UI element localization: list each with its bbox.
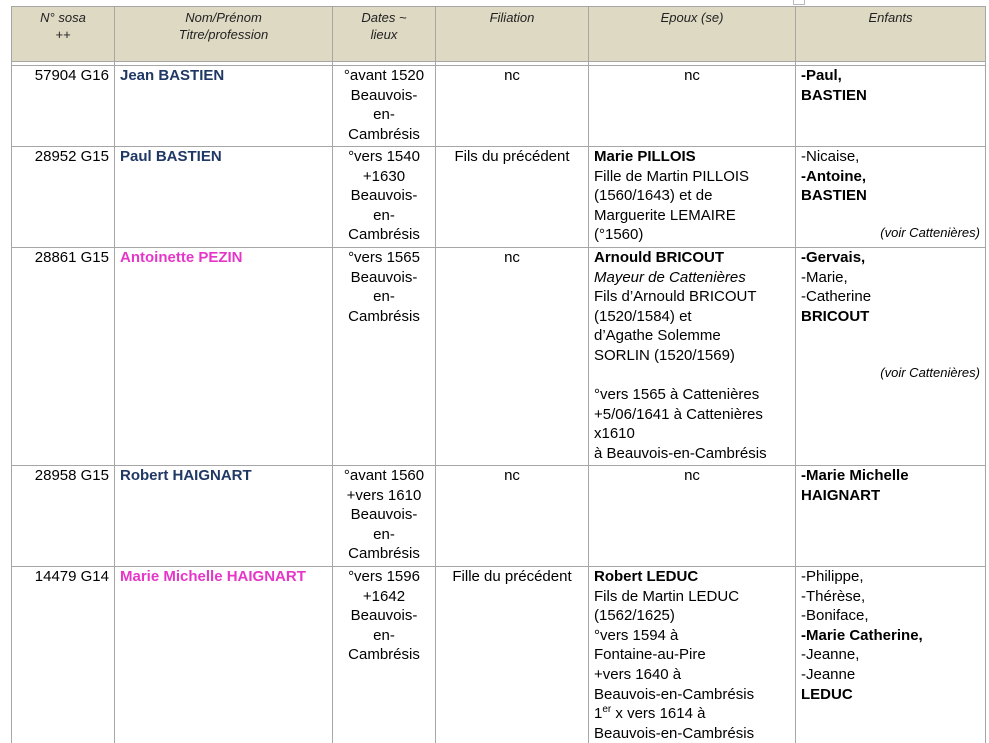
child-line: -Marie, [801, 268, 848, 286]
date-line: Beauvois- [350, 506, 418, 524]
spouse-line: x1610 [594, 425, 635, 443]
header-filiation: Filiation [436, 7, 589, 62]
child-line: -Marie Catherine, [801, 626, 923, 644]
child-line: BASTIEN [801, 187, 867, 205]
date-line: en- [373, 206, 395, 224]
date-line: °vers 1565 [348, 249, 420, 266]
date-line: Beauvois- [350, 187, 418, 205]
header-epoux: Epoux (se) [589, 7, 796, 62]
sosa-cell: 28958 G15 [12, 466, 115, 567]
date-line: en- [373, 525, 395, 543]
sosa-cell: 57904 G16 [12, 66, 115, 147]
date-line: °vers 1540 [348, 148, 420, 165]
spouse-line: °vers 1565 à Cattenières [594, 386, 760, 404]
spouse-line: Fils d’Arnould BRICOUT [594, 288, 757, 306]
table-row [12, 248, 986, 466]
name-cell [115, 147, 333, 248]
header-dates-line1: Dates ~ [361, 10, 407, 25]
date-line: en- [373, 626, 395, 644]
marriage-line [594, 705, 705, 722]
date-line: Beauvois- [350, 86, 418, 104]
spouse-line: (1560/1643) et de [594, 187, 713, 205]
sosa-cell: 28952 G15 [12, 147, 115, 248]
name-cell [115, 66, 333, 147]
date-line: en- [373, 106, 395, 124]
epoux-cell: nc [589, 66, 796, 147]
spouse-line: Fille de Martin PILLOIS [594, 167, 750, 185]
enfants-cell [796, 466, 986, 567]
dates-cell [333, 567, 436, 743]
date-line: °avant 1520 [343, 67, 425, 84]
filiation-cell: nc [436, 66, 589, 147]
spouse-line: Fils de Martin LEDUC [594, 587, 740, 605]
date-line: Cambrésis [348, 226, 420, 244]
child-line: -Jeanne [801, 665, 856, 683]
spouse-line: à Beauvois-en-Cambrésis [594, 444, 767, 462]
enfants-cell [796, 66, 986, 147]
table-row [12, 567, 986, 743]
child-line: -Catherine [801, 288, 872, 306]
header-nom-line1: Nom/Prénom [185, 10, 262, 25]
page-corner-mark [793, 0, 805, 5]
date-line: en- [373, 288, 395, 306]
filiation-cell: Fils du précédent [436, 147, 589, 248]
name-cell [115, 466, 333, 567]
spouse-line: d’Agathe Solemme [594, 327, 721, 345]
child-line: -Gervais, [801, 249, 866, 266]
child-line: HAIGNART [801, 486, 881, 504]
header-enfants: Enfants [796, 7, 986, 62]
date-line: Cambrésis [348, 545, 420, 563]
header-dates-line2: lieux [370, 27, 398, 42]
epoux-cell [589, 248, 796, 466]
child-line: -Boniface, [801, 607, 869, 625]
spouse-title: Mayeur de Cattenières [594, 268, 746, 286]
spouse-name: Arnould BRICOUT [594, 249, 724, 266]
table-row [12, 466, 986, 567]
genealogy-table [11, 6, 986, 743]
table-row [12, 147, 986, 248]
marriage-rank: 1 [594, 705, 603, 723]
date-line: +1630 [362, 167, 406, 185]
enfants-cell [796, 248, 986, 466]
child-line: -Antoine, [801, 167, 866, 185]
spouse-name: Marie PILLOIS [594, 148, 696, 165]
date-line: Cambrésis [348, 646, 420, 664]
date-line: Cambrésis [348, 307, 420, 325]
child-line: -Marie Michelle [801, 467, 909, 484]
date-line: °avant 1560 [343, 467, 425, 484]
child-line: -Jeanne, [801, 646, 860, 664]
spouse-line: Beauvois-en-Cambrésis [594, 685, 755, 703]
filiation-cell: Fille du précédent [436, 567, 589, 743]
date-line: Cambrésis [348, 125, 420, 143]
person-name: Robert HAIGNART [120, 467, 252, 484]
dates-cell [333, 66, 436, 147]
date-line: +vers 1610 [346, 486, 422, 504]
child-line: -Paul, [801, 67, 842, 84]
epoux-cell [589, 567, 796, 743]
spouse-line: SORLIN (1520/1569) [594, 346, 735, 364]
child-line: BASTIEN [801, 86, 867, 104]
spouse-line: °vers 1594 à [594, 626, 679, 644]
name-cell [115, 567, 333, 743]
enfants-cell [796, 567, 986, 743]
sosa-cell: 14479 G14 [12, 567, 115, 743]
header-nom-line2: Titre/profession [178, 27, 269, 42]
epoux-cell [589, 147, 796, 248]
child-line: -Philippe, [801, 568, 864, 585]
filiation-cell: nc [436, 466, 589, 567]
filiation-cell: nc [436, 248, 589, 466]
sosa-cell: 28861 G15 [12, 248, 115, 466]
see-also-note: (voir Cattenières) [880, 224, 980, 240]
spouse-line: Beauvois-en-Cambrésis [594, 724, 755, 742]
person-name: Antoinette PEZIN [120, 249, 243, 266]
epoux-cell: nc [589, 466, 796, 567]
person-name: Jean BASTIEN [120, 67, 225, 84]
date-line: Beauvois- [350, 268, 418, 286]
person-name: Marie Michelle HAIGNART [120, 568, 306, 585]
header-nom [115, 7, 333, 62]
header-row [12, 7, 986, 62]
spouse-line: +vers 1640 à [594, 665, 682, 683]
enfants-cell [796, 147, 986, 248]
child-line: LEDUC [801, 685, 853, 703]
spouse-line: +5/06/1641 à Cattenières [594, 405, 763, 423]
dates-cell [333, 147, 436, 248]
person-name: Paul BASTIEN [120, 148, 222, 165]
child-line: -Nicaise, [801, 148, 860, 165]
marriage-text: x vers 1614 à [611, 705, 706, 723]
header-sosa-line1: N° sosa [40, 10, 86, 25]
child-line: BRICOUT [801, 307, 870, 325]
date-line: Beauvois- [350, 607, 418, 625]
see-also-note: (voir Cattenières) [880, 365, 980, 381]
child-line: -Thérèse, [801, 587, 866, 605]
header-sosa [12, 7, 115, 62]
date-line: °vers 1596 [348, 568, 420, 585]
spouse-line: Fontaine-au-Pire [594, 646, 706, 664]
date-line: +1642 [362, 587, 406, 605]
dates-cell [333, 466, 436, 567]
spouse-line: (1562/1625) [594, 607, 675, 625]
spouse-line: (°1560) [594, 226, 644, 244]
dates-cell [333, 248, 436, 466]
spouse-line: (1520/1584) et [594, 307, 692, 325]
name-cell [115, 248, 333, 466]
spouse-line: Marguerite LEMAIRE [594, 206, 736, 224]
table-row [12, 66, 986, 147]
header-dates [333, 7, 436, 62]
marriage-rank-suffix: er [602, 704, 612, 716]
spouse-name: Robert LEDUC [594, 568, 699, 585]
header-sosa-line2: ++ [55, 27, 71, 42]
